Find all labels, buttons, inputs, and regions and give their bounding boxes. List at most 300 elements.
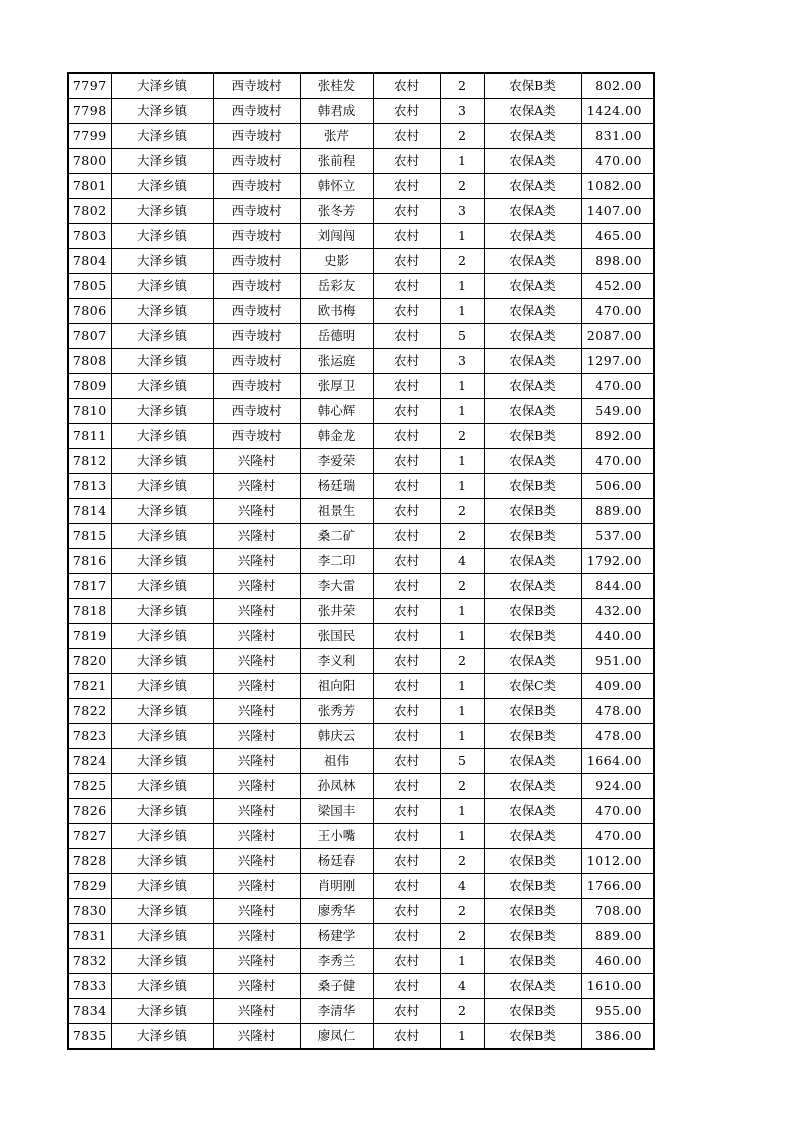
household-type-cell: 农村 (373, 274, 440, 299)
record-id-cell: 7834 (68, 999, 111, 1024)
table-row (68, 1024, 654, 1050)
insurance-class-cell: 农保A类 (484, 324, 581, 349)
table-row (68, 174, 654, 199)
record-id-cell: 7815 (68, 524, 111, 549)
member-count-cell: 1 (440, 274, 484, 299)
township-cell: 大泽乡镇 (111, 124, 213, 149)
insurance-class-cell: 农保B类 (484, 599, 581, 624)
table-row (68, 799, 654, 824)
township-cell: 大泽乡镇 (111, 824, 213, 849)
table-row (68, 524, 654, 549)
insurance-class-cell: 农保A类 (484, 574, 581, 599)
name-cell: 桑二矿 (300, 524, 373, 549)
insurance-class-cell: 农保B类 (484, 624, 581, 649)
township-cell: 大泽乡镇 (111, 724, 213, 749)
table-row (68, 449, 654, 474)
record-id-cell: 7806 (68, 299, 111, 324)
insurance-class-cell: 农保A类 (484, 399, 581, 424)
amount-cell: 951.00 (581, 649, 654, 674)
amount-cell: 549.00 (581, 399, 654, 424)
household-type-cell: 农村 (373, 374, 440, 399)
table-row (68, 974, 654, 999)
village-cell: 西寺坡村 (213, 374, 300, 399)
table-row (68, 649, 654, 674)
township-cell: 大泽乡镇 (111, 774, 213, 799)
table-row (68, 874, 654, 899)
amount-cell: 409.00 (581, 674, 654, 699)
name-cell: 欧书梅 (300, 299, 373, 324)
table-row (68, 749, 654, 774)
record-id-cell: 7829 (68, 874, 111, 899)
name-cell: 刘闯闯 (300, 224, 373, 249)
record-id-cell: 7802 (68, 199, 111, 224)
village-cell: 西寺坡村 (213, 349, 300, 374)
amount-cell: 889.00 (581, 499, 654, 524)
village-cell: 兴隆村 (213, 949, 300, 974)
village-cell: 西寺坡村 (213, 73, 300, 99)
village-cell: 兴隆村 (213, 724, 300, 749)
record-id-cell: 7797 (68, 73, 111, 99)
amount-cell: 1082.00 (581, 174, 654, 199)
insurance-class-cell: 农保A类 (484, 824, 581, 849)
village-cell: 兴隆村 (213, 799, 300, 824)
record-id-cell: 7799 (68, 124, 111, 149)
household-type-cell: 农村 (373, 399, 440, 424)
member-count-cell: 2 (440, 574, 484, 599)
household-type-cell: 农村 (373, 99, 440, 124)
record-id-cell: 7801 (68, 174, 111, 199)
member-count-cell: 2 (440, 424, 484, 449)
member-count-cell: 1 (440, 724, 484, 749)
household-type-cell: 农村 (373, 699, 440, 724)
member-count-cell: 3 (440, 199, 484, 224)
village-cell: 兴隆村 (213, 649, 300, 674)
township-cell: 大泽乡镇 (111, 1024, 213, 1050)
village-cell: 兴隆村 (213, 899, 300, 924)
township-cell: 大泽乡镇 (111, 899, 213, 924)
member-count-cell: 1 (440, 1024, 484, 1050)
record-id-cell: 7807 (68, 324, 111, 349)
insurance-class-cell: 农保B类 (484, 699, 581, 724)
insurance-class-cell: 农保A类 (484, 249, 581, 274)
name-cell: 岳德明 (300, 324, 373, 349)
insurance-class-cell: 农保B类 (484, 924, 581, 949)
name-cell: 张井荣 (300, 599, 373, 624)
table-row (68, 224, 654, 249)
household-type-cell: 农村 (373, 224, 440, 249)
record-id-cell: 7822 (68, 699, 111, 724)
member-count-cell: 2 (440, 899, 484, 924)
village-cell: 兴隆村 (213, 474, 300, 499)
village-cell: 兴隆村 (213, 874, 300, 899)
village-cell: 兴隆村 (213, 774, 300, 799)
village-cell: 西寺坡村 (213, 174, 300, 199)
village-cell: 西寺坡村 (213, 124, 300, 149)
amount-cell: 506.00 (581, 474, 654, 499)
township-cell: 大泽乡镇 (111, 424, 213, 449)
township-cell: 大泽乡镇 (111, 974, 213, 999)
household-type-cell: 农村 (373, 574, 440, 599)
village-cell: 西寺坡村 (213, 274, 300, 299)
name-cell: 杨建学 (300, 924, 373, 949)
name-cell: 张前程 (300, 149, 373, 174)
table-row (68, 674, 654, 699)
name-cell: 李二印 (300, 549, 373, 574)
village-cell: 西寺坡村 (213, 324, 300, 349)
record-id-cell: 7804 (68, 249, 111, 274)
name-cell: 祖景生 (300, 499, 373, 524)
amount-cell: 470.00 (581, 449, 654, 474)
record-id-cell: 7835 (68, 1024, 111, 1050)
insurance-class-cell: 农保A类 (484, 449, 581, 474)
member-count-cell: 1 (440, 299, 484, 324)
member-count-cell: 1 (440, 149, 484, 174)
record-id-cell: 7832 (68, 949, 111, 974)
name-cell: 岳彩友 (300, 274, 373, 299)
insurance-class-cell: 农保B类 (484, 949, 581, 974)
record-id-cell: 7817 (68, 574, 111, 599)
household-type-cell: 农村 (373, 749, 440, 774)
insurance-class-cell: 农保B类 (484, 73, 581, 99)
name-cell: 杨廷春 (300, 849, 373, 874)
name-cell: 杨廷瑞 (300, 474, 373, 499)
township-cell: 大泽乡镇 (111, 949, 213, 974)
township-cell: 大泽乡镇 (111, 499, 213, 524)
table-row (68, 274, 654, 299)
township-cell: 大泽乡镇 (111, 624, 213, 649)
village-cell: 西寺坡村 (213, 149, 300, 174)
insurance-class-cell: 农保A类 (484, 299, 581, 324)
member-count-cell: 1 (440, 624, 484, 649)
member-count-cell: 2 (440, 649, 484, 674)
insurance-class-cell: 农保A类 (484, 974, 581, 999)
amount-cell: 470.00 (581, 824, 654, 849)
village-cell: 兴隆村 (213, 749, 300, 774)
record-id-cell: 7828 (68, 849, 111, 874)
member-count-cell: 1 (440, 949, 484, 974)
amount-cell: 831.00 (581, 124, 654, 149)
member-count-cell: 2 (440, 774, 484, 799)
amount-cell: 465.00 (581, 224, 654, 249)
household-type-cell: 农村 (373, 299, 440, 324)
record-id-cell: 7805 (68, 274, 111, 299)
amount-cell: 1766.00 (581, 874, 654, 899)
table-row (68, 599, 654, 624)
village-cell: 兴隆村 (213, 549, 300, 574)
member-count-cell: 2 (440, 174, 484, 199)
household-type-cell: 农村 (373, 849, 440, 874)
amount-cell: 470.00 (581, 374, 654, 399)
record-id-cell: 7831 (68, 924, 111, 949)
township-cell: 大泽乡镇 (111, 749, 213, 774)
name-cell: 祖向阳 (300, 674, 373, 699)
village-cell: 兴隆村 (213, 524, 300, 549)
insurance-class-cell: 农保B类 (484, 899, 581, 924)
household-type-cell: 农村 (373, 624, 440, 649)
table-row (68, 374, 654, 399)
record-id-cell: 7800 (68, 149, 111, 174)
household-type-cell: 农村 (373, 724, 440, 749)
name-cell: 韩君成 (300, 99, 373, 124)
township-cell: 大泽乡镇 (111, 524, 213, 549)
household-type-cell: 农村 (373, 199, 440, 224)
name-cell: 廖秀华 (300, 899, 373, 924)
township-cell: 大泽乡镇 (111, 799, 213, 824)
amount-cell: 802.00 (581, 73, 654, 99)
village-cell: 兴隆村 (213, 974, 300, 999)
data-table (67, 72, 655, 1050)
record-id-cell: 7827 (68, 824, 111, 849)
insurance-class-cell: 农保A类 (484, 124, 581, 149)
name-cell: 张桂发 (300, 73, 373, 99)
member-count-cell: 2 (440, 499, 484, 524)
household-type-cell: 农村 (373, 549, 440, 574)
township-cell: 大泽乡镇 (111, 599, 213, 624)
household-type-cell: 农村 (373, 124, 440, 149)
table-row (68, 949, 654, 974)
record-id-cell: 7808 (68, 349, 111, 374)
name-cell: 韩庆云 (300, 724, 373, 749)
insurance-class-cell: 农保B类 (484, 874, 581, 899)
household-type-cell: 农村 (373, 349, 440, 374)
name-cell: 孙凤林 (300, 774, 373, 799)
insurance-class-cell: 农保A类 (484, 374, 581, 399)
village-cell: 西寺坡村 (213, 299, 300, 324)
member-count-cell: 2 (440, 73, 484, 99)
table-row (68, 924, 654, 949)
table-row (68, 724, 654, 749)
table-row (68, 299, 654, 324)
township-cell: 大泽乡镇 (111, 849, 213, 874)
insurance-class-cell: 农保A类 (484, 649, 581, 674)
record-id-cell: 7821 (68, 674, 111, 699)
township-cell: 大泽乡镇 (111, 399, 213, 424)
insurance-class-cell: 农保B类 (484, 524, 581, 549)
household-type-cell: 农村 (373, 649, 440, 674)
table-row (68, 149, 654, 174)
member-count-cell: 1 (440, 674, 484, 699)
table-row (68, 324, 654, 349)
member-count-cell: 3 (440, 99, 484, 124)
member-count-cell: 1 (440, 599, 484, 624)
amount-cell: 1610.00 (581, 974, 654, 999)
name-cell: 李秀兰 (300, 949, 373, 974)
insurance-class-cell: 农保A类 (484, 749, 581, 774)
village-cell: 兴隆村 (213, 674, 300, 699)
member-count-cell: 1 (440, 399, 484, 424)
table-row (68, 774, 654, 799)
village-cell: 西寺坡村 (213, 224, 300, 249)
member-count-cell: 2 (440, 849, 484, 874)
member-count-cell: 2 (440, 999, 484, 1024)
insurance-class-cell: 农保B类 (484, 1024, 581, 1050)
insurance-class-cell: 农保A类 (484, 199, 581, 224)
name-cell: 桑子健 (300, 974, 373, 999)
insurance-class-cell: 农保A类 (484, 774, 581, 799)
table-row (68, 474, 654, 499)
household-type-cell: 农村 (373, 449, 440, 474)
township-cell: 大泽乡镇 (111, 274, 213, 299)
member-count-cell: 1 (440, 224, 484, 249)
member-count-cell: 3 (440, 349, 484, 374)
household-type-cell: 农村 (373, 524, 440, 549)
township-cell: 大泽乡镇 (111, 549, 213, 574)
township-cell: 大泽乡镇 (111, 674, 213, 699)
household-type-cell: 农村 (373, 249, 440, 274)
member-count-cell: 1 (440, 449, 484, 474)
insurance-class-cell: 农保A类 (484, 149, 581, 174)
village-cell: 兴隆村 (213, 574, 300, 599)
name-cell: 王小嘴 (300, 824, 373, 849)
name-cell: 李爱荣 (300, 449, 373, 474)
insurance-class-cell: 农保A类 (484, 799, 581, 824)
name-cell: 张芹 (300, 124, 373, 149)
table-row (68, 73, 654, 99)
table-body (68, 73, 654, 1049)
record-id-cell: 7811 (68, 424, 111, 449)
township-cell: 大泽乡镇 (111, 149, 213, 174)
insurance-class-cell: 农保C类 (484, 674, 581, 699)
village-cell: 兴隆村 (213, 824, 300, 849)
township-cell: 大泽乡镇 (111, 924, 213, 949)
village-cell: 兴隆村 (213, 499, 300, 524)
table-row (68, 399, 654, 424)
name-cell: 廖凤仁 (300, 1024, 373, 1050)
amount-cell: 386.00 (581, 1024, 654, 1050)
household-type-cell: 农村 (373, 949, 440, 974)
insurance-class-cell: 农保B类 (484, 724, 581, 749)
insurance-class-cell: 农保A类 (484, 349, 581, 374)
table-row (68, 549, 654, 574)
household-type-cell: 农村 (373, 73, 440, 99)
township-cell: 大泽乡镇 (111, 449, 213, 474)
amount-cell: 478.00 (581, 724, 654, 749)
name-cell: 张冬芳 (300, 199, 373, 224)
amount-cell: 1407.00 (581, 199, 654, 224)
insurance-class-cell: 农保B类 (484, 474, 581, 499)
table-row (68, 574, 654, 599)
household-type-cell: 农村 (373, 674, 440, 699)
amount-cell: 1664.00 (581, 749, 654, 774)
insurance-class-cell: 农保A类 (484, 549, 581, 574)
name-cell: 韩金龙 (300, 424, 373, 449)
insurance-class-cell: 农保B类 (484, 849, 581, 874)
amount-cell: 1792.00 (581, 549, 654, 574)
insurance-class-cell: 农保B类 (484, 999, 581, 1024)
household-type-cell: 农村 (373, 174, 440, 199)
record-id-cell: 7825 (68, 774, 111, 799)
insurance-class-cell: 农保B类 (484, 499, 581, 524)
record-id-cell: 7833 (68, 974, 111, 999)
amount-cell: 452.00 (581, 274, 654, 299)
member-count-cell: 2 (440, 924, 484, 949)
table-row (68, 499, 654, 524)
household-type-cell: 农村 (373, 999, 440, 1024)
village-cell: 兴隆村 (213, 1024, 300, 1050)
township-cell: 大泽乡镇 (111, 99, 213, 124)
insurance-class-cell: 农保B类 (484, 424, 581, 449)
amount-cell: 440.00 (581, 624, 654, 649)
amount-cell: 1424.00 (581, 99, 654, 124)
village-cell: 兴隆村 (213, 449, 300, 474)
amount-cell: 844.00 (581, 574, 654, 599)
township-cell: 大泽乡镇 (111, 349, 213, 374)
table-row (68, 349, 654, 374)
amount-cell: 470.00 (581, 299, 654, 324)
name-cell: 张秀芳 (300, 699, 373, 724)
village-cell: 西寺坡村 (213, 399, 300, 424)
amount-cell: 1297.00 (581, 349, 654, 374)
name-cell: 张厚卫 (300, 374, 373, 399)
record-id-cell: 7812 (68, 449, 111, 474)
amount-cell: 478.00 (581, 699, 654, 724)
name-cell: 李义利 (300, 649, 373, 674)
amount-cell: 889.00 (581, 924, 654, 949)
table-row (68, 624, 654, 649)
household-type-cell: 农村 (373, 474, 440, 499)
member-count-cell: 5 (440, 324, 484, 349)
amount-cell: 708.00 (581, 899, 654, 924)
member-count-cell: 1 (440, 474, 484, 499)
household-type-cell: 农村 (373, 799, 440, 824)
village-cell: 兴隆村 (213, 924, 300, 949)
township-cell: 大泽乡镇 (111, 874, 213, 899)
amount-cell: 432.00 (581, 599, 654, 624)
record-id-cell: 7809 (68, 374, 111, 399)
name-cell: 张国民 (300, 624, 373, 649)
amount-cell: 892.00 (581, 424, 654, 449)
record-id-cell: 7823 (68, 724, 111, 749)
amount-cell: 955.00 (581, 999, 654, 1024)
township-cell: 大泽乡镇 (111, 649, 213, 674)
township-cell: 大泽乡镇 (111, 73, 213, 99)
household-type-cell: 农村 (373, 774, 440, 799)
name-cell: 梁国丰 (300, 799, 373, 824)
table-row (68, 424, 654, 449)
name-cell: 李大雷 (300, 574, 373, 599)
insurance-class-cell: 农保A类 (484, 174, 581, 199)
amount-cell: 470.00 (581, 799, 654, 824)
record-id-cell: 7814 (68, 499, 111, 524)
insurance-class-cell: 农保A类 (484, 99, 581, 124)
member-count-cell: 4 (440, 974, 484, 999)
village-cell: 西寺坡村 (213, 424, 300, 449)
record-id-cell: 7810 (68, 399, 111, 424)
insurance-class-cell: 农保A类 (484, 274, 581, 299)
table-row (68, 849, 654, 874)
amount-cell: 470.00 (581, 149, 654, 174)
household-type-cell: 农村 (373, 824, 440, 849)
record-id-cell: 7819 (68, 624, 111, 649)
village-cell: 西寺坡村 (213, 99, 300, 124)
table-row (68, 999, 654, 1024)
record-id-cell: 7798 (68, 99, 111, 124)
township-cell: 大泽乡镇 (111, 199, 213, 224)
table-row (68, 899, 654, 924)
table-row (68, 249, 654, 274)
name-cell: 肖明刚 (300, 874, 373, 899)
record-id-cell: 7818 (68, 599, 111, 624)
amount-cell: 2087.00 (581, 324, 654, 349)
village-cell: 兴隆村 (213, 624, 300, 649)
member-count-cell: 1 (440, 699, 484, 724)
amount-cell: 537.00 (581, 524, 654, 549)
record-id-cell: 7830 (68, 899, 111, 924)
table-row (68, 99, 654, 124)
amount-cell: 460.00 (581, 949, 654, 974)
township-cell: 大泽乡镇 (111, 299, 213, 324)
household-type-cell: 农村 (373, 874, 440, 899)
